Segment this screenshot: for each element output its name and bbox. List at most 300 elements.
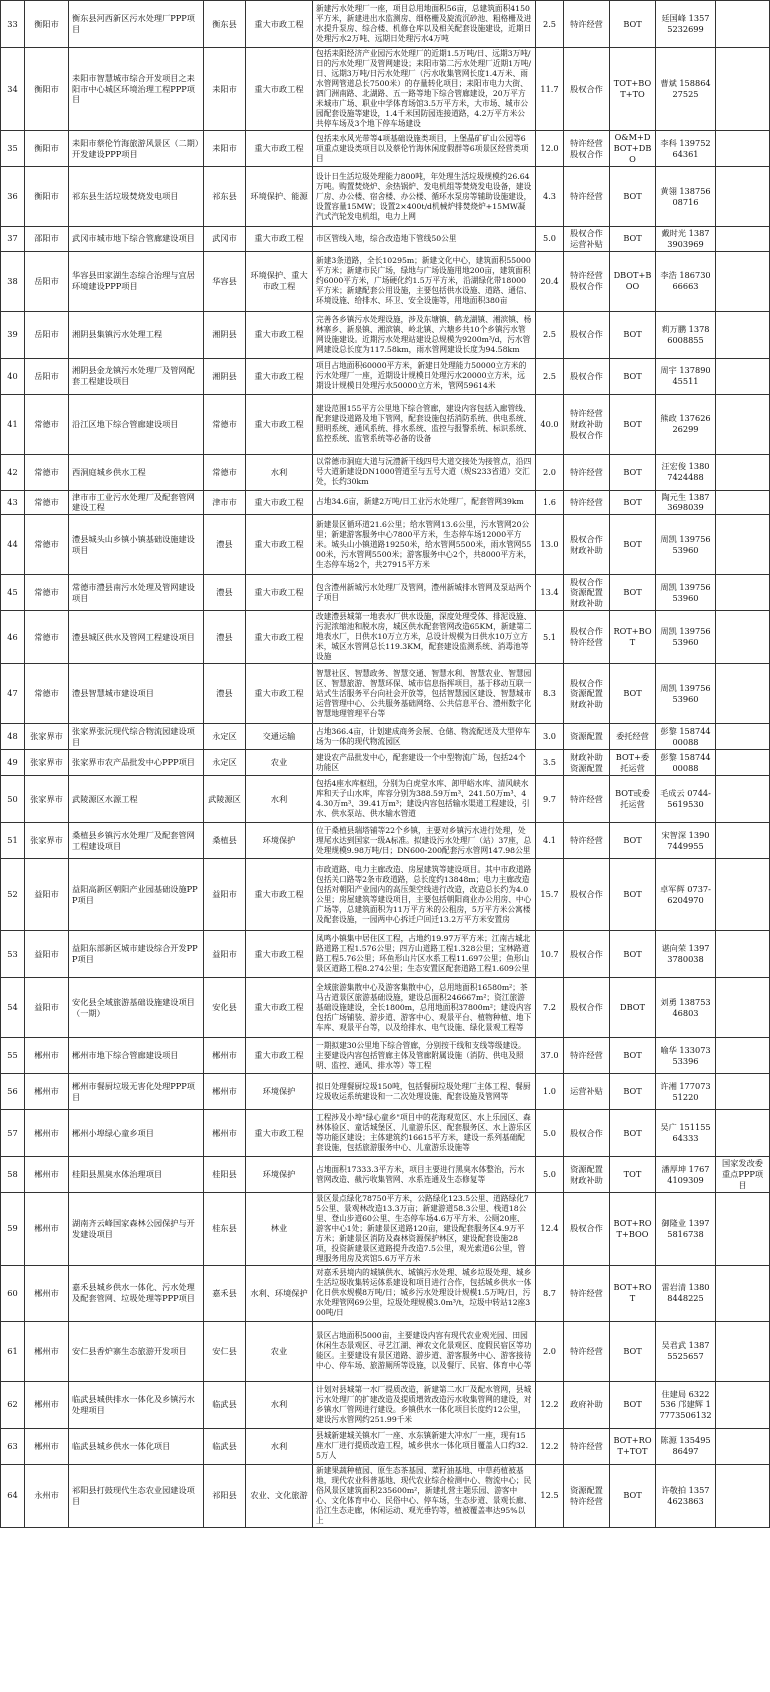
cooperation-mode-cell: 股权合作 运营补贴 [564,227,610,252]
industry-cell: 林业 [246,1192,313,1265]
county-cell: 临武县 [204,1428,246,1464]
cooperation-mode-cell: 股权合作 [564,358,610,394]
cooperation-mode-cell: 股权合作 财政补助 [564,515,610,575]
county-cell: 耒阳市 [204,131,246,167]
city-cell: 郴州市 [25,1157,69,1192]
project-name-cell: 祁阳县打鼓现代生态农业园建设项目 [69,1464,204,1527]
contact-cell: 雷岩清 13808448225 [656,1265,716,1321]
operation-mode-cell: O&M+DBOT+DBO [610,131,656,167]
remark-cell: 国家发改委重点PPP项目 [716,1157,770,1192]
operation-mode-cell: BOT [610,931,656,978]
county-cell: 衡东县 [204,1,246,48]
cooperation-mode-cell: 特许经营 [564,1321,610,1381]
project-name-cell: 安仁县香炉寨生态旅游开发项目 [69,1321,204,1381]
city-cell: 郴州市 [25,1428,69,1464]
row-number: 34 [1,48,25,131]
project-name-cell: 郴州市餐厨垃圾无害化处理PPP项目 [69,1074,204,1110]
operation-mode-cell: BOT [610,454,656,490]
row-number: 61 [1,1321,25,1381]
city-cell: 衡阳市 [25,1,69,48]
table-row [1,490,770,515]
table-row [1,394,770,454]
project-name-cell: 桂阳县黑臭水体治理项目 [69,1157,204,1192]
city-cell: 常德市 [25,454,69,490]
scope-cell: 包含澧州新城污水处理厂及管网，澧州新城排水管网及泵站两个子项目 [313,575,536,611]
table-row [1,1157,770,1192]
operation-mode-cell: BOT [610,358,656,394]
city-cell: 郴州市 [25,1321,69,1381]
project-name-cell: 益阳高新区朝阳产业园基础设施PPP项目 [69,859,204,931]
contact-cell: 曹斌 15886427525 [656,48,716,131]
city-cell: 常德市 [25,515,69,575]
scope-cell: 新建果蔬种植园、原生态茶基园、菜籽油基地、中草药植被基地，现代农业科普基地、现代农业综合检测中心、物流中心；民俗风景区建筑面积235600m²，新建扎营主题乐园、游客中心、文化体育中心、民俗中心、停车场，生态步道、景观长廊、沿江生态走廊，休闲运动、观光垂钓等，植被覆盖率达95%以上 [313,1464,536,1527]
industry-cell: 水利、环境保护 [246,1265,313,1321]
cooperation-mode-cell: 资源配置 财政补助 [564,1157,610,1192]
industry-cell: 重大市政工程 [246,227,313,252]
table-row [1,931,770,978]
remark-cell [716,358,770,394]
city-cell: 张家界市 [25,724,69,750]
investment-cell: 12.4 [536,1192,564,1265]
city-cell: 岳阳市 [25,311,69,358]
county-cell: 永定区 [204,724,246,750]
contact-cell: 周凯 13975653960 [656,664,716,724]
operation-mode-cell: TOT [610,1157,656,1192]
scope-cell: 项目占地面积60000平方米，新建日处理能力50000立方米的污水处理厂一座，近期设计规模日处理污水20000立方米，远期设计规模日处理污水50000立方米，管网59614米 [313,358,536,394]
cooperation-mode-cell: 特许经营 财政补助 股权合作 [564,394,610,454]
scope-cell: 计划对县城第一水厂提质改造，新建第二水厂及配水管网，县城污水处理厂的扩建改造及提质增效改造污水收集管网的建设，对乡镇水厂管网进行建设。乡镇供水一体化项目长度约12公里，建设污水管网约251.99千米 [313,1381,536,1428]
operation-mode-cell: BOT+ROT+TOT [610,1428,656,1464]
city-cell: 常德市 [25,664,69,724]
cooperation-mode-cell: 资源配置 特许经营 [564,1464,610,1527]
contact-cell: 卓军辉 0737-6204970 [656,859,716,931]
investment-cell: 5.1 [536,611,564,664]
cooperation-mode-cell: 特许经营 股权合作 [564,251,610,311]
county-cell: 安仁县 [204,1321,246,1381]
investment-cell: 2.0 [536,454,564,490]
table-row [1,1192,770,1265]
table-row [1,776,770,823]
remark-cell [716,311,770,358]
remark-cell [716,227,770,252]
county-cell: 武冈市 [204,227,246,252]
project-name-cell: 临武县城供排水一体化及乡镇污水处理项目 [69,1381,204,1428]
project-name-cell: 衡东县河西新区污水处理厂PPP项目 [69,1,204,48]
operation-mode-cell: BOT [610,394,656,454]
project-name-cell: 郴州市地下综合管廊建设项目 [69,1038,204,1074]
industry-cell: 重大市政工程 [246,131,313,167]
operation-mode-cell: BOT [610,1110,656,1157]
project-name-cell: 祁东县生活垃圾焚烧发电项目 [69,167,204,227]
contact-cell: 许敬拍 13574623863 [656,1464,716,1527]
project-name-cell: 益阳东部新区城市建设综合开发PPP项目 [69,931,204,978]
county-cell: 桑植县 [204,823,246,859]
table-row [1,823,770,859]
scope-cell: 新建景区循环道21.6公里；给水管网13.6公里，污水管网20公里；新建游客服务中心7800平方米，生态停车场12000平方米。城头山小镇道路19250米，给水管网5500米，雨水管网5500米，污水管网5500米；游客服务中心2个，共8000平方米，生态停车场2个，共27915平方米 [313,515,536,575]
operation-mode-cell: BOT+ROT+BOO [610,1192,656,1265]
contact-cell: 周凯 13975653960 [656,575,716,611]
industry-cell: 重大市政工程 [246,931,313,978]
contact-cell: 廷国峰 13575232699 [656,1,716,48]
industry-cell: 重大市政工程 [246,311,313,358]
industry-cell: 重大市政工程 [246,490,313,515]
contact-cell: 吴君武 13875525657 [656,1321,716,1381]
county-cell: 常德市 [204,394,246,454]
operation-mode-cell: BOT [610,167,656,227]
cooperation-mode-cell: 股权合作 [564,1192,610,1265]
investment-cell: 9.7 [536,776,564,823]
scope-cell: 位于桑植县瑞塔铺等22个乡镇，主要对乡镇污水进行处理，处理尾水达到国家一级A标准。拟建设污水处理厂（站）37座，总处理规模9.98万吨/日；DN600-200配套污水管网147.98公里 [313,823,536,859]
row-number: 42 [1,454,25,490]
county-cell: 郴州市 [204,1110,246,1157]
county-cell: 永定区 [204,750,246,776]
row-number: 54 [1,978,25,1038]
contact-cell: 陈源 13549586497 [656,1428,716,1464]
investment-cell: 11.7 [536,48,564,131]
investment-cell: 12.2 [536,1381,564,1428]
project-name-cell: 湘阴县集镇污水处理工程 [69,311,204,358]
city-cell: 常德市 [25,394,69,454]
investment-cell: 2.5 [536,358,564,394]
scope-cell: 占地366.4亩，计划建成商务会展、仓储、物流配送及大型停车场为一体的现代物流园区 [313,724,536,750]
project-name-cell: 嘉禾县城乡供水一体化、污水处理及配套管网、垃圾处理等PPP项目 [69,1265,204,1321]
operation-mode-cell: DBOT+BOO [610,251,656,311]
scope-cell: 建设农产品批发中心，配套建设一个中型物流广场，包括24个功能区 [313,750,536,776]
operation-mode-cell: BOT [610,490,656,515]
county-cell: 益阳市 [204,931,246,978]
contact-cell: 黄翎 13875608716 [656,167,716,227]
table-row [1,358,770,394]
contact-cell: 宋智深 13907449955 [656,823,716,859]
remark-cell [716,1038,770,1074]
investment-cell: 8.7 [536,1265,564,1321]
row-number: 44 [1,515,25,575]
county-cell: 郴州市 [204,1074,246,1110]
project-name-cell: 澧县智慧城市建设项目 [69,664,204,724]
city-cell: 郴州市 [25,1265,69,1321]
table-row [1,611,770,664]
contact-cell: 熊政 13762626299 [656,394,716,454]
project-name-cell: 西洞庭城乡供水工程 [69,454,204,490]
industry-cell: 农业 [246,1321,313,1381]
cooperation-mode-cell: 股权合作 特许经营 [564,611,610,664]
cooperation-mode-cell: 特许经营 [564,823,610,859]
industry-cell: 重大市政工程 [246,611,313,664]
table-row [1,131,770,167]
cooperation-mode-cell: 运营补贴 [564,1074,610,1110]
row-number: 55 [1,1038,25,1074]
scope-cell: 县城新建城关镇水厂一座、水东镇新建大冲水厂一座，现有15座水厂进行提质改造工程，城乡供水一体化项目覆盖人口约32.5万人 [313,1428,536,1464]
industry-cell: 重大市政工程 [246,1038,313,1074]
county-cell: 湘阴县 [204,358,246,394]
industry-cell: 重大市政工程 [246,575,313,611]
investment-cell: 4.3 [536,167,564,227]
cooperation-mode-cell: 特许经营 [564,454,610,490]
county-cell: 祁东县 [204,167,246,227]
contact-cell: 周宇 13789045511 [656,358,716,394]
investment-cell: 2.5 [536,1,564,48]
cooperation-mode-cell: 股权合作 [564,859,610,931]
scope-cell: 智慧社区、智慧政务、智慧交通、智慧水利、智慧农业、智慧园区、智慧旅游、智慧环保、城市信息指挥项目，基于移动互联一站式生活服务平台向社会开放等，包括智慧园区建设、智慧城市运营管理中心、公共服务基础网络、公共信息平台、澧州数字化智慧地理管理平台等 [313,664,536,724]
investment-cell: 13.4 [536,575,564,611]
investment-cell: 2.0 [536,1321,564,1381]
cooperation-mode-cell: 特许经营 [564,1038,610,1074]
remark-cell [716,131,770,167]
remark-cell [716,490,770,515]
industry-cell: 水利 [246,454,313,490]
cooperation-mode-cell: 股权合作 [564,978,610,1038]
industry-cell: 重大市政工程 [246,978,313,1038]
industry-cell: 重大市政工程 [246,358,313,394]
county-cell: 华容县 [204,251,246,311]
industry-cell: 重大市政工程 [246,1110,313,1157]
table-row [1,454,770,490]
cooperation-mode-cell: 特许经营 [564,776,610,823]
city-cell: 岳阳市 [25,358,69,394]
county-cell: 澧县 [204,575,246,611]
scope-cell: 完善各乡镇污水处理设施，涉及东塘镇、鹤龙湖镇、湘滨镇、杨林寨乡、新泉镇、湘滨镇、岭北镇、六塘乡共10个乡镇污水管网设施建设。近期污水处理站建设总规模为9200m³/d，污水管网建设总长度为117.58km，雨水管网建设长度为94.58km [313,311,536,358]
row-number: 45 [1,575,25,611]
remark-cell [716,776,770,823]
table-row [1,859,770,931]
city-cell: 张家界市 [25,750,69,776]
project-name-cell: 安化县全域旅游基础设施建设项目（一期） [69,978,204,1038]
remark-cell [716,515,770,575]
cooperation-mode-cell: 股权合作 资源配置 财政补助 [564,575,610,611]
county-cell: 常德市 [204,454,246,490]
remark-cell [716,394,770,454]
project-name-cell: 武陵源区水源工程 [69,776,204,823]
row-number: 39 [1,311,25,358]
row-number: 46 [1,611,25,664]
operation-mode-cell: BOT [610,859,656,931]
table-row [1,227,770,252]
county-cell: 澧县 [204,515,246,575]
scope-cell: 凤鸣小镇集中居住区工程，占地约19.97万平方米；江南古城北路道路工程1.576公里；四方山道路工程1.328公里；宝林路道路工程5.76公里；环鱼形山片区水系工程11.697公里；鱼形山景区道路工程8.274公里；生态安置区配套道路工程1.609公里 [313,931,536,978]
remark-cell [716,1321,770,1381]
row-number: 62 [1,1381,25,1428]
row-number: 50 [1,776,25,823]
investment-cell: 4.1 [536,823,564,859]
contact-cell: 御隆业 13975816738 [656,1192,716,1265]
project-name-cell: 湘阴县金龙镇污水处理厂及管网配套工程建设项目 [69,358,204,394]
table-row [1,1464,770,1527]
row-number: 43 [1,490,25,515]
project-name-cell: 郴州小埠绿心童乡项目 [69,1110,204,1157]
table-row [1,167,770,227]
contact-cell: 喻华 13307353396 [656,1038,716,1074]
table-row [1,1110,770,1157]
remark-cell [716,454,770,490]
contact-cell: 彭黎 15874400088 [656,750,716,776]
investment-cell: 2.5 [536,311,564,358]
investment-cell: 37.0 [536,1038,564,1074]
remark-cell [716,1074,770,1110]
row-number: 64 [1,1464,25,1527]
remark-cell [716,251,770,311]
cooperation-mode-cell: 财政补助 资源配置 [564,750,610,776]
city-cell: 衡阳市 [25,48,69,131]
row-number: 48 [1,724,25,750]
operation-mode-cell: BOT [610,311,656,358]
cooperation-mode-cell: 股权合作 资源配置 财政补助 [564,664,610,724]
industry-cell: 环境保护、能源 [246,167,313,227]
investment-cell: 8.3 [536,664,564,724]
city-cell: 永州市 [25,1464,69,1527]
investment-cell: 1.0 [536,1074,564,1110]
investment-cell: 13.0 [536,515,564,575]
remark-cell [716,1428,770,1464]
operation-mode-cell: ROT+BOT [610,611,656,664]
industry-cell: 重大市政工程 [246,48,313,131]
project-name-cell: 沿江区地下综合管廊建设项目 [69,394,204,454]
table-row [1,1,770,48]
investment-cell: 40.0 [536,394,564,454]
scope-cell: 占地34.6亩，新建2万吨/日工业污水处理厂，配套管网39km [313,490,536,515]
table-row [1,1381,770,1428]
remark-cell [716,1265,770,1321]
cooperation-mode-cell: 特许经营 [564,1,610,48]
city-cell: 益阳市 [25,859,69,931]
row-number: 53 [1,931,25,978]
remark-cell [716,823,770,859]
county-cell: 湘阴县 [204,311,246,358]
project-name-cell: 常德市澧县南污水处理及管网建设项目 [69,575,204,611]
remark-cell [716,1110,770,1157]
row-number: 36 [1,167,25,227]
operation-mode-cell: TOT+BOT+TO [610,48,656,131]
county-cell: 祁阳县 [204,1464,246,1527]
contact-cell: 陶元生 13873698039 [656,490,716,515]
county-cell: 武陵源区 [204,776,246,823]
scope-cell: 设计日生活垃圾处理能力800吨，年处理生活垃圾规模约26.64万吨。购置焚烧炉、余热锅炉、发电机组等焚烧发电设备，建设厂房、办公楼、宿舍楼、办公楼、循环水泵房等辅助设施建设，设置容量15MW；设置2×400t/d机械炉排焚烧炉+15MW凝汽式汽轮发电机组，电力上网 [313,167,536,227]
contact-cell: 汪宏俊 13807424488 [656,454,716,490]
contact-cell: 戴时光 13873903969 [656,227,716,252]
city-cell: 常德市 [25,490,69,515]
row-number: 51 [1,823,25,859]
industry-cell: 农业 [246,750,313,776]
contact-cell: 潘厚坤 17674109309 [656,1157,716,1192]
scope-cell: 包括耒水风光带等4项基础设施类项目，上堡晶矿矿山公园等6项重点建设类项目以及蔡伦竹海休闲度假群等6项景区经营类项目 [313,131,536,167]
table-row [1,1074,770,1110]
investment-cell: 15.7 [536,859,564,931]
project-name-cell: 津市市工业污水处理厂及配套管网建设工程 [69,490,204,515]
project-name-cell: 桑植县乡镇污水处理厂及配套管网工程建设项目 [69,823,204,859]
table-row [1,311,770,358]
county-cell: 桂阳县 [204,1157,246,1192]
county-cell: 澧县 [204,611,246,664]
operation-mode-cell: BOT [610,1464,656,1527]
city-cell: 岳阳市 [25,251,69,311]
city-cell: 郴州市 [25,1074,69,1110]
project-name-cell: 张家界张沅现代综合物流园建设项目 [69,724,204,750]
table-row [1,251,770,311]
scope-cell: 景区景点绿化78750平方米，公路绿化123.5公里、道路绿化75公里、景观林改造13.3万亩；新建游道58.3公里、栈道18公里、登山步道60公里、生态停车场4.6万平方米、公厕20座、游客中心1处；新建景区道路120亩，建设配套服务区4.9万平方米；新建景区消防及森林资源保护林区，建设配套设施28项，投资新建景区道路提升改造7.5公里，观光索道6公里，管理服务用房及宾馆5.6万平方米 [313,1192,536,1265]
county-cell: 安化县 [204,978,246,1038]
contact-cell: 吴广 15115564333 [656,1110,716,1157]
county-cell: 益阳市 [204,859,246,931]
cooperation-mode-cell: 股权合作 [564,931,610,978]
investment-cell: 12.2 [536,1428,564,1464]
row-number: 41 [1,394,25,454]
industry-cell: 水利 [246,1381,313,1428]
city-cell: 张家界市 [25,823,69,859]
scope-cell: 对嘉禾县境内的城镇供水、城镇污水处理、城乡垃圾处理、城乡生活垃圾收集转运体系建设和项目进行合作，包括城乡供水一体化日供水规模8万吨/日；城乡污水处理设计规模1.5万吨/日，污水处理管网69公里，垃圾处理规模3.0m³/t，垃圾中转站12座300吨/日 [313,1265,536,1321]
remark-cell [716,167,770,227]
investment-cell: 5.0 [536,227,564,252]
remark-cell [716,1,770,48]
scope-cell: 包括4座水库枢纽，分别为白虎堂水库、卸甲峪水库、清风峡水库和天子山水库，库容分别为388.59万m³、241.50万m³、44.30万m³、39.41万m³；建设内容包括输水渠道工程建设，引水、供水泵站、供水输水管道 [313,776,536,823]
scope-cell: 新建3条道路，全长10295m；新建文化中心，建筑面积55000平方米；新建市民广场，绿地与广场设施用地200亩，建筑面积约6000平方米，广场硬化约1.5万平方米，沿湖绿化带18000平方米；新建配套公用设施，主要包括供水设施、道路、通信、环境设施、给排水、环卫、安全设施等，用地面积380亩 [313,251,536,311]
table-row [1,1321,770,1381]
remark-cell [716,859,770,931]
operation-mode-cell: BOT [610,575,656,611]
investment-cell: 5.0 [536,1157,564,1192]
county-cell: 耒阳市 [204,48,246,131]
investment-cell: 3.5 [536,750,564,776]
city-cell: 邵阳市 [25,227,69,252]
remark-cell [716,724,770,750]
operation-mode-cell: BOT [610,1038,656,1074]
row-number: 58 [1,1157,25,1192]
project-name-cell: 澧县城头山乡镇小镇基础设施建设项目 [69,515,204,575]
industry-cell: 环境保护 [246,823,313,859]
county-cell: 澧县 [204,664,246,724]
city-cell: 郴州市 [25,1381,69,1428]
project-name-cell: 临武县城乡供水一体化项目 [69,1428,204,1464]
row-number: 52 [1,859,25,931]
operation-mode-cell: BOT [610,1381,656,1428]
county-cell: 桂东县 [204,1192,246,1265]
contact-cell: 谌向荣 13973780038 [656,931,716,978]
county-cell: 津市市 [204,490,246,515]
table-row [1,978,770,1038]
contact-cell: 许湘 17707351220 [656,1074,716,1110]
scope-cell: 一期拟建30公里地下综合管廊，分别按干线和支线等级建设。主要建设内容包括管廊主体及管廊附属设施（消防、供电及照明、监控、通风、排水等）等工程 [313,1038,536,1074]
cooperation-mode-cell: 特许经营 [564,1265,610,1321]
county-cell: 临武县 [204,1381,246,1428]
industry-cell: 环境保护 [246,1074,313,1110]
table-row [1,724,770,750]
remark-cell [716,978,770,1038]
remark-cell [716,750,770,776]
industry-cell: 环境保护 [246,1157,313,1192]
row-number: 63 [1,1428,25,1464]
row-number: 47 [1,664,25,724]
contact-cell: 周凯 13975653960 [656,515,716,575]
city-cell: 郴州市 [25,1038,69,1074]
row-number: 49 [1,750,25,776]
table-row [1,750,770,776]
cooperation-mode-cell: 特许经营 [564,167,610,227]
project-name-cell: 武冈市城市地下综合管廊建设项目 [69,227,204,252]
contact-cell: 李科 13975264361 [656,131,716,167]
table-row [1,575,770,611]
contact-cell: 毛成云 0744-5619530 [656,776,716,823]
industry-cell: 重大市政工程 [246,394,313,454]
project-name-cell: 华容县田家湖生态综合治理与宜居环境建设PPP项目 [69,251,204,311]
remark-cell [716,1192,770,1265]
operation-mode-cell: BOT [610,1321,656,1381]
cooperation-mode-cell: 股权合作 [564,311,610,358]
city-cell: 常德市 [25,611,69,664]
row-number: 57 [1,1110,25,1157]
city-cell: 张家界市 [25,776,69,823]
investment-cell: 5.0 [536,1110,564,1157]
table-row [1,515,770,575]
operation-mode-cell: 委托经营 [610,724,656,750]
cooperation-mode-cell: 特许经营 [564,490,610,515]
